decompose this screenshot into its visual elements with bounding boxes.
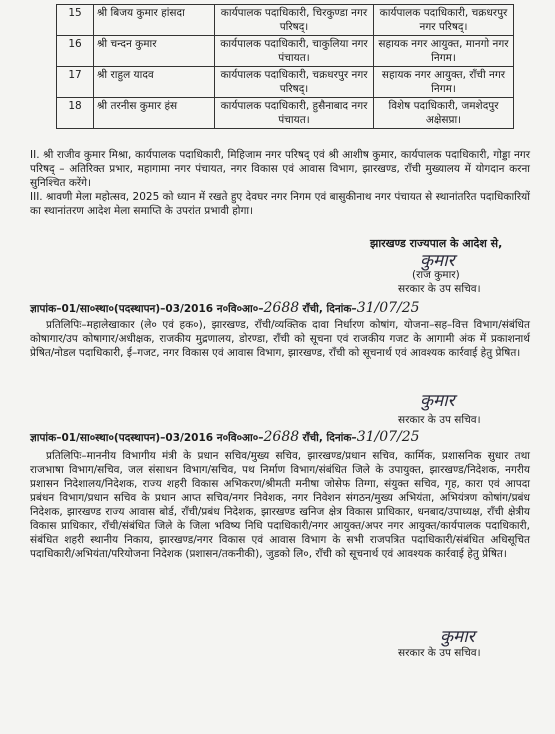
name-cell: श्री चन्दन कुमार [94,36,215,67]
table-row [57,98,514,129]
current-post-cell: कार्यपालक पदाधिकारी, चक्रधरपुर नगर परिषद्। [215,67,374,98]
memo-number-1: 2688 [263,300,300,316]
serial-number-cell: 18 [57,98,94,129]
table-row [57,5,514,36]
memo-number-2: 2688 [263,429,300,445]
current-post-cell: कार्यपालक पदाधिकारी, हुसैनाबाद नगर पंचायत। [215,98,374,129]
governor-order: झारखण्ड राज्यपाल के आदेश से, [370,237,503,250]
current-post-cell: कार्यपालक पदाधिकारी, चाकुलिया नगर पंचायत। [215,36,374,67]
signatory-title-1: सरकार के उप सचिव। [398,283,481,295]
paragraph-2: II. श्री राजीव कुमार मिश्रा, कार्यपालक पदाधिकारी, मिहिजाम नगर परिषद् एवं श्री आशीष कुमार, कार्यपालक पदाधिकारी, गोड्डा नगर परिषद् – अतिरिक्त प्रभार, महागामा नगर पंचायत, नगर विकास एवं आवास विभाग, झारखण्ड, राँची मुख्यालय में योगदान करना सुनिश्चित करेंगे। [30,149,530,189]
serial-number-cell: 15 [57,5,94,36]
memo-prefix-2: ज्ञापांक–01/सा०स्था०(पदस्थापन)–03/2016 न०वि०आ०– [30,432,264,444]
signatory-title-3: सरकार के उप सचिव। [398,647,481,659]
memo-mid-1: राँची, दिनांक– [302,303,357,315]
table-row [57,67,514,98]
memo-line-1 [30,301,530,316]
copy-list-1: प्रतिलिपिः–महालेखाकार (ले० एवं हक०), झारखण्ड, राँची/व्यक्तिक दावा निर्धारण कोषांग, योजना–सह–वित्त विभाग/संबंधित कोषागार/उप कोषागार/अधीक्षक, राजकीय मुद्रणालय, डोरण्डा, राँची को सूचना एवं राजकीय गजट के आगामी अंक में प्रकाशनार्थ प्रेषित/नोडल पदाधिकारी, ई–गजट, नगर विकास एवं आवास विभाग, झारखण्ड, राँची को सूचनार्थ एवं आवश्यक कार्रवाई हेतु प्रेषित। [30,319,530,359]
memo-prefix-1: ज्ञापांक–01/सा०स्था०(पदस्थापन)–03/2016 न०वि०आ०– [30,303,264,315]
copy-list-2: प्रतिलिपिः–माननीय विभागीय मंत्री के प्रधान सचिव/मुख्य सचिव, झारखण्ड/प्रधान सचिव, कार्मिक, प्रशासनिक सुधार तथा राजभाषा विभाग/सचिव, जल संसाधन विभाग/सचिव, पथ निर्माण विभाग/संबंधित जिले के उपायुक्त, झारखण्ड/निदेशक, नगरीय प्रशासन निदेशालय/निदेशक, राज्य शहरी विकास अभिकरण/श्रीमती मनीषा जोसेफ तिग्गा, संयुक्त सचिव, गृह, कारा एवं आपदा प्रबंधन विभाग/प्रधान सचिव के प्रधान आप्त सचिव/नगर निवेशक, नगर निवेशन संगठन/मुख्य अभियंता, अभियंत्रण कोषांग/प्रबंध निदेशक, झारखण्ड राज्य आवास बोर्ड, राँची/प्रबंध निदेशक, झारखण्ड खनिज क्षेत्र विकास प्राधिकार, धनबाद/उपाध्यक्ष, राँची क्षेत्रीय विकास प्राधिकार, राँची/संबंधित जिले के जिला भविष्य निधि पदाधिकारी/नगर आयुक्त/अपर नगर आयुक्त/कार्यपालक पदाधिकारी, संबंधित शहरी स्थानीय निकाय, झारखण्ड/नगर विकास एवं आवास विभाग के सभी राजपत्रित पदाधिकारी/संबंधित अधिसूचित पदाधिकारी/अभियंता/परियोजना निदेशक (प्रशासन/तकनीकी), जुडको लि०, राँची को सूचनार्थ एवं आवश्यक कार्रवाई हेतु प्रेषित। [30,450,530,560]
paragraph-3: III. श्रावणी मेला महोत्सव, 2025 को ध्यान में रखते हुए देवघर नगर निगम एवं बासुकीनाथ नगर पंचायत से स्थानांतरित पदाधिकारियों का स्थानांतरण आदेश मेला समाप्ति के उपरांत प्रभावी होगा। [30,191,530,217]
memo-mid-2: राँची, दिनांक– [302,432,357,444]
serial-number-cell: 16 [57,36,94,67]
new-post-cell: कार्यपालक पदाधिकारी, चक्रधरपुर नगर परिषद्। [374,5,514,36]
serial-number-cell: 17 [57,67,94,98]
new-post-cell: विशेष पदाधिकारी, जमशेदपुर अक्षेसप्रा। [374,98,514,129]
new-post-cell: सहायक नगर आयुक्त, मानगो नगर निगम। [374,36,514,67]
name-cell: श्री बिजय कुमार हांसदा [94,5,215,36]
signature-3: कुमार [440,627,475,647]
signatory-name: (राज कुमार) [412,269,460,281]
name-cell: श्री राहुल यादव [94,67,215,98]
transfer-table [56,4,514,129]
memo-date-2: 31/07/25 [356,429,420,445]
memo-date-1: 31/07/25 [356,300,420,316]
signature-2: कुमार [420,391,455,411]
signature-1: कुमार [420,251,455,271]
current-post-cell: कार्यपालक पदाधिकारी, चिरकुण्डा नगर परिषद्। [215,5,374,36]
signatory-title-2: सरकार के उप सचिव। [398,414,481,426]
memo-line-2 [30,430,530,445]
name-cell: श्री तरनीस कुमार हंस [94,98,215,129]
table-row [57,36,514,67]
new-post-cell: सहायक नगर आयुक्त, राँची नगर निगम। [374,67,514,98]
